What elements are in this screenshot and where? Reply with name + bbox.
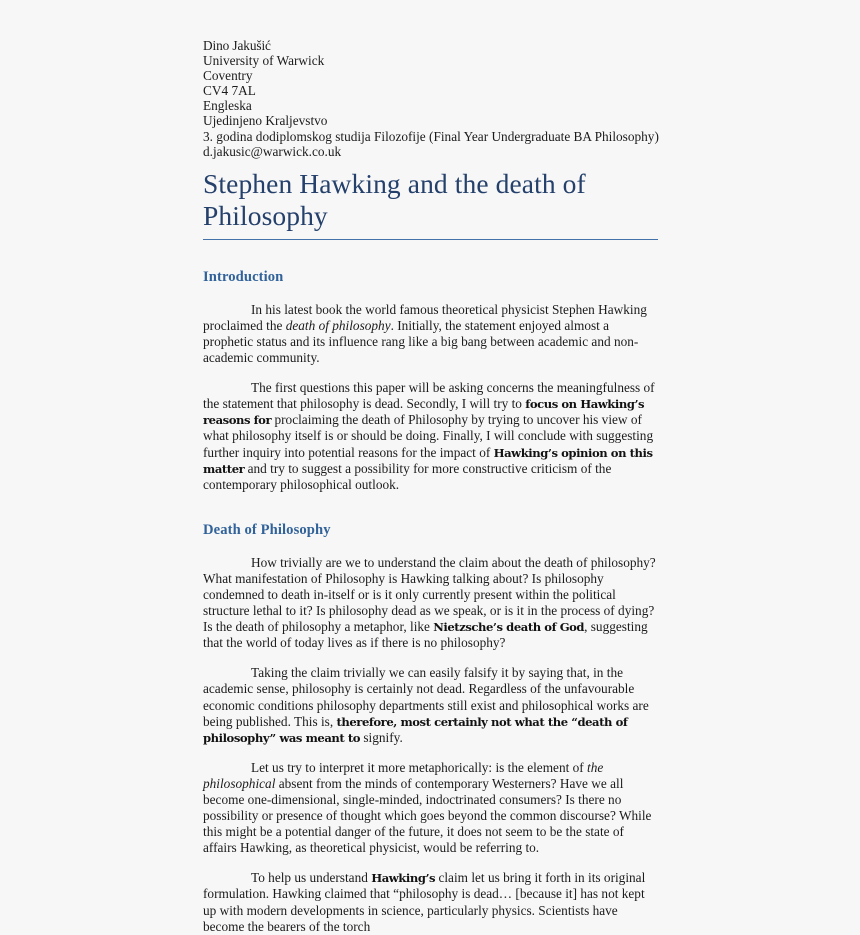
author-affiliation-block [203,38,658,159]
author-line: Ujedinjeno Kraljevstvo [203,113,328,129]
text-run: proclaiming the death of Philosophy by trying to uncover his view of what philosophy itself is or should be doing. Finally, I will conclude with suggesting further inquiry into potential reasons for the impact of [203,412,654,460]
document-sections [203,269,658,935]
paragraph [203,760,658,857]
title-divider [203,239,658,240]
substituted-font-run: Hawking’s opinion on this matter [203,445,653,476]
substituted-font-run: therefore, most certainly not what the “death of philosophy” was meant to [203,714,628,745]
text-run: Taking the claim trivially we can easily falsify it by saying that, in the academic sense, philosophy is certainly not dead. Regardless of the unfavourable economic conditions philosophy departments still exist and philosophical works are being published. This is, [203,665,649,729]
paragraph [203,302,658,366]
page-title: Stephen Hawking and the death of Philosophy [203,167,586,231]
author-line: d.jakusic@warwick.co.uk [203,143,342,159]
author-line: Coventry [203,68,253,84]
section-heading: Death of Philosophy [203,521,331,538]
substituted-font-run: Nietzsche’s death of God [433,620,585,635]
author-line: University of Warwick [203,53,325,69]
text-run: and try to suggest a possibility for more constructive criticism of the contemporary philosophical outlook. [203,460,612,492]
paragraph [203,870,658,934]
text-run: To help us understand [251,870,372,886]
substituted-font-run: focus on Hawking’s reasons for [203,397,645,428]
author-line: 3. godina dodiplomskog studija Filozofije (Final Year Undergraduate BA Philosophy) [203,128,659,144]
text-run: In his latest book the world famous theoretical physicist Stephen Hawking proclaimed the [203,301,647,333]
emphasis-run: death of philosophy [285,317,391,333]
text-run: Let us try to interpret it more metaphorically: is the element of [251,759,588,775]
text-column [203,38,658,935]
author-line: CV4 7AL [203,83,256,99]
author-line: Dino Jakušić [203,38,271,53]
text-run: , suggesting that the world of today lives as if there is no philosophy? [203,619,648,651]
paragraph [203,665,658,745]
paragraph [203,555,658,652]
text-run: . Initially, the statement enjoyed almost a prophetic status and its influence rang like a big bang between academic and non-academic community. [203,317,639,366]
text-run: How trivially are we to understand the claim about the death of philosophy? What manifestation of Philosophy is Hawking talking about? Is philosophy condemned to death in-itself or is it only currently present within the political structure lethal to it? Is philosophy dead as we speak, or is it in the process of dying? Is the death of philosophy a metaphor, like [203,554,656,635]
substituted-font-run: Hawking’s [371,871,436,886]
text-run: signify. [360,729,403,745]
author-line: Engleska [203,98,252,114]
text-run: absent from the minds of contemporary Westerners? Have we all become one-dimensional, single-minded, indoctrinated consumers? Is there no possibility or presence of thought which goes beyond the common discourse? While this might be a potential danger of the future, it does not seem to be the state of affairs Hawking, as theoretical physicist, would be referring to. [203,775,652,856]
text-run: The first questions this paper will be asking concerns the meaningfulness of the statement that philosophy is dead. Secondly, I will try to [203,380,655,412]
text-run: claim let us bring it forth in its original formulation. Hawking claimed that “philosophy is dead… [because it] has not kept up with modern developments in science, particularly physics. Scientists have become the bearers of the torch [203,870,646,934]
paragraph [203,380,658,493]
emphasis-run: the philosophical [203,759,604,791]
section-heading: Introduction [203,268,284,285]
